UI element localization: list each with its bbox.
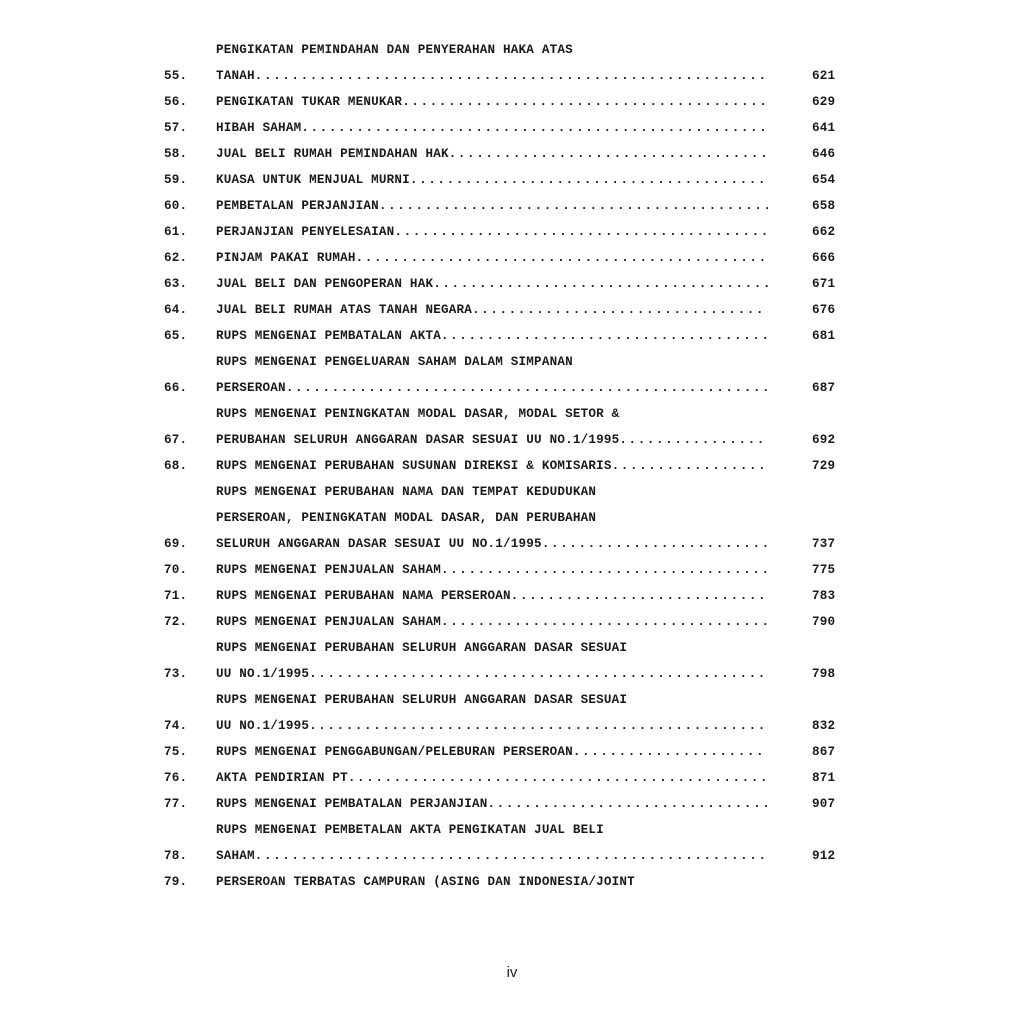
toc-entry-title bbox=[216, 219, 768, 245]
toc-entry-page-number: 687 bbox=[812, 381, 836, 395]
toc-entry-number: 74. bbox=[164, 719, 188, 733]
toc-entry-number: 77. bbox=[164, 797, 188, 811]
toc-entry-title-text: PENGIKATAN PEMINDAHAN DAN PENYERAHAN HAKA ATAS bbox=[216, 43, 573, 57]
toc-entry-number: 71. bbox=[164, 589, 188, 603]
toc-entry bbox=[164, 115, 844, 141]
page-number-footer: iv bbox=[506, 964, 518, 981]
toc-entry-page-number: 658 bbox=[812, 199, 836, 213]
toc-entry-title-text: PERSEROAN bbox=[216, 381, 286, 395]
toc-entry-title-line bbox=[216, 375, 768, 401]
toc-entry-title-line bbox=[216, 115, 768, 141]
toc-entry-title bbox=[216, 349, 768, 401]
toc-entry-page-number: 681 bbox=[812, 329, 836, 343]
toc-entry-title bbox=[216, 817, 768, 869]
toc-entry-title-line bbox=[216, 739, 768, 765]
toc-entry-page-number: 692 bbox=[812, 433, 836, 447]
toc-entry bbox=[164, 687, 844, 739]
toc-entry-title-line bbox=[216, 297, 768, 323]
toc-entry bbox=[164, 167, 844, 193]
toc-entry-page-number: 737 bbox=[812, 537, 836, 551]
toc-entry-number: 56. bbox=[164, 95, 188, 109]
toc-entry-number: 60. bbox=[164, 199, 188, 213]
toc-entry bbox=[164, 349, 844, 401]
toc-entry-number: 72. bbox=[164, 615, 188, 629]
toc-entry-page-number: 654 bbox=[812, 173, 836, 187]
toc-entry bbox=[164, 609, 844, 635]
toc-entry-title-text: UU NO.1/1995 bbox=[216, 667, 310, 681]
toc-entry-title-text: PERSEROAN, PENINGKATAN MODAL DASAR, DAN PERUBAHAN bbox=[216, 511, 597, 525]
toc-entry-title bbox=[216, 791, 768, 817]
toc-entry-page-number: 783 bbox=[812, 589, 836, 603]
toc-entry-number: 66. bbox=[164, 381, 188, 395]
toc-entry-number: 75. bbox=[164, 745, 188, 759]
toc-entry-title-line bbox=[216, 245, 768, 271]
toc-entry-title bbox=[216, 453, 768, 479]
toc-entry-title-line bbox=[216, 89, 768, 115]
toc-entry-title bbox=[216, 739, 768, 765]
toc-entry bbox=[164, 297, 844, 323]
toc-entry-title-text: SAHAM bbox=[216, 849, 255, 863]
toc-entry-title-text: RUPS MENGENAI PERUBAHAN SUSUNAN DIREKSI & KOMISARIS bbox=[216, 459, 612, 473]
toc-entry-page-number: 867 bbox=[812, 745, 836, 759]
toc-entry-number: 79. bbox=[164, 875, 188, 889]
toc-entry bbox=[164, 219, 844, 245]
toc-entry bbox=[164, 765, 844, 791]
toc-entry-title-text: PINJAM PAKAI RUMAH bbox=[216, 251, 356, 265]
toc-entry-number: 65. bbox=[164, 329, 188, 343]
toc-entry-title-line bbox=[216, 817, 768, 843]
toc-entry bbox=[164, 401, 844, 453]
toc-entry-title-line bbox=[216, 453, 768, 479]
toc-entry-title bbox=[216, 583, 768, 609]
table-of-contents bbox=[164, 37, 844, 895]
toc-entry-title-line bbox=[216, 427, 768, 453]
toc-entry-title-text: RUPS MENGENAI PENGGABUNGAN/PELEBURAN PERSEROAN bbox=[216, 745, 573, 759]
toc-entry-title-text: KUASA UNTUK MENJUAL MURNI bbox=[216, 173, 410, 187]
toc-entry-page-number: 641 bbox=[812, 121, 836, 135]
toc-entry-page-number: 775 bbox=[812, 563, 836, 577]
toc-entry-title-text: RUPS MENGENAI PENJUALAN SAHAM bbox=[216, 615, 441, 629]
toc-entry-title-line bbox=[216, 557, 768, 583]
toc-entry bbox=[164, 37, 844, 89]
toc-entry-title-line bbox=[216, 479, 768, 505]
toc-entry-title bbox=[216, 401, 768, 453]
toc-entry-title-text: JUAL BELI RUMAH ATAS TANAH NEGARA bbox=[216, 303, 472, 317]
toc-entry-title-text: RUPS MENGENAI PEMBETALAN AKTA PENGIKATAN JUAL BELI bbox=[216, 823, 604, 837]
toc-entry bbox=[164, 635, 844, 687]
toc-entry-title-text: RUPS MENGENAI PERUBAHAN NAMA DAN TEMPAT KEDUDUKAN bbox=[216, 485, 597, 499]
toc-entry-title-line bbox=[216, 193, 768, 219]
toc-entry-title-text: JUAL BELI DAN PENGOPERAN HAK bbox=[216, 277, 434, 291]
toc-entry bbox=[164, 453, 844, 479]
toc-entry-page-number: 729 bbox=[812, 459, 836, 473]
toc-entry-title bbox=[216, 193, 768, 219]
toc-entry bbox=[164, 193, 844, 219]
toc-entry-title bbox=[216, 609, 768, 635]
toc-entry-title bbox=[216, 37, 768, 89]
toc-entry bbox=[164, 141, 844, 167]
toc-entry-title bbox=[216, 687, 768, 739]
toc-entry-page-number: 790 bbox=[812, 615, 836, 629]
toc-entry-number: 58. bbox=[164, 147, 188, 161]
toc-entry-title-line bbox=[216, 609, 768, 635]
toc-entry-title bbox=[216, 245, 768, 271]
toc-entry bbox=[164, 271, 844, 297]
toc-entry-title-line bbox=[216, 349, 768, 375]
toc-entry-title-text: PENGIKATAN TUKAR MENUKAR bbox=[216, 95, 403, 109]
toc-entry-title-line bbox=[216, 63, 768, 89]
toc-entry-title-line bbox=[216, 167, 768, 193]
toc-entry-title bbox=[216, 271, 768, 297]
toc-entry-title bbox=[216, 167, 768, 193]
toc-entry-number: 73. bbox=[164, 667, 188, 681]
toc-entry-number: 55. bbox=[164, 69, 188, 83]
toc-entry-title bbox=[216, 635, 768, 687]
toc-entry-number: 67. bbox=[164, 433, 188, 447]
toc-entry-number: 61. bbox=[164, 225, 188, 239]
toc-entry-page-number: 646 bbox=[812, 147, 836, 161]
toc-entry-number: 64. bbox=[164, 303, 188, 317]
toc-entry-number: 78. bbox=[164, 849, 188, 863]
toc-entry-title bbox=[216, 141, 768, 167]
toc-entry bbox=[164, 869, 844, 895]
toc-entry-number: 69. bbox=[164, 537, 188, 551]
toc-entry-page-number: 871 bbox=[812, 771, 836, 785]
toc-entry-title bbox=[216, 869, 768, 895]
toc-entry-title-text: RUPS MENGENAI PENINGKATAN MODAL DASAR, MODAL SETOR & bbox=[216, 407, 620, 421]
toc-entry-page-number: 676 bbox=[812, 303, 836, 317]
toc-entry bbox=[164, 557, 844, 583]
toc-entry-title-text: PERUBAHAN SELURUH ANGGARAN DASAR SESUAI UU NO.1/1995 bbox=[216, 433, 620, 447]
toc-entry bbox=[164, 323, 844, 349]
toc-entry-page-number bbox=[768, 869, 844, 895]
toc-entry bbox=[164, 89, 844, 115]
toc-entry-page-number: 662 bbox=[812, 225, 836, 239]
toc-entry-title-text: HIBAH SAHAM bbox=[216, 121, 302, 135]
toc-entry bbox=[164, 479, 844, 557]
toc-entry-number: 59. bbox=[164, 173, 188, 187]
toc-entry-title-line bbox=[216, 323, 768, 349]
toc-entry-title-text: RUPS MENGENAI PEMBATALAN PERJANJIAN bbox=[216, 797, 488, 811]
toc-entry-title-text: RUPS MENGENAI PERUBAHAN NAMA PERSEROAN bbox=[216, 589, 511, 603]
toc-entry-page-number: 912 bbox=[812, 849, 836, 863]
toc-entry-title bbox=[216, 479, 768, 557]
toc-entry-page-number: 832 bbox=[812, 719, 836, 733]
toc-entry-title-line bbox=[216, 583, 768, 609]
toc-entry-page-number: 671 bbox=[812, 277, 836, 291]
toc-entry-title-line bbox=[216, 765, 768, 791]
toc-entry bbox=[164, 817, 844, 869]
toc-entry bbox=[164, 245, 844, 271]
toc-entry-title-line bbox=[216, 713, 768, 739]
toc-entry-title-text: RUPS MENGENAI PENGELUARAN SAHAM DALAM SIMPANAN bbox=[216, 355, 573, 369]
toc-entry-title bbox=[216, 297, 768, 323]
toc-entry-title-line bbox=[216, 141, 768, 167]
toc-entry-title-line bbox=[216, 661, 768, 687]
toc-entry bbox=[164, 583, 844, 609]
toc-entry-title-line bbox=[216, 401, 768, 427]
toc-entry-title-text: JUAL BELI RUMAH PEMINDAHAN HAK bbox=[216, 147, 449, 161]
toc-entry-title-line bbox=[216, 843, 768, 869]
toc-entry-title bbox=[216, 115, 768, 141]
toc-entry-title-text: RUPS MENGENAI PERUBAHAN SELURUH ANGGARAN DASAR SESUAI bbox=[216, 693, 628, 707]
toc-entry-title-text: UU NO.1/1995 bbox=[216, 719, 310, 733]
toc-entry-number: 57. bbox=[164, 121, 188, 135]
toc-entry-title-line bbox=[216, 635, 768, 661]
toc-entry-title bbox=[216, 89, 768, 115]
toc-entry-page-number: 629 bbox=[812, 95, 836, 109]
toc-entry-title-text: RUPS MENGENAI PERUBAHAN SELURUH ANGGARAN DASAR SESUAI bbox=[216, 641, 628, 655]
toc-entry bbox=[164, 791, 844, 817]
toc-entry-title-text: AKTA PENDIRIAN PT bbox=[216, 771, 348, 785]
toc-entry-title-line bbox=[216, 869, 768, 895]
toc-entry-title-line bbox=[216, 219, 768, 245]
toc-entry-title bbox=[216, 323, 768, 349]
toc-entry-title-text: PEMBETALAN PERJANJIAN bbox=[216, 199, 379, 213]
toc-entry-title-line bbox=[216, 531, 768, 557]
toc-entry-page-number: 666 bbox=[812, 251, 836, 265]
toc-entry-title-text: RUPS MENGENAI PEMBATALAN AKTA bbox=[216, 329, 441, 343]
toc-entry-page-number: 798 bbox=[812, 667, 836, 681]
toc-entry-title-line bbox=[216, 271, 768, 297]
toc-entry-title-text: PERSEROAN TERBATAS CAMPURAN (ASING DAN INDONESIA/JOINT bbox=[216, 875, 635, 889]
toc-entry-number: 62. bbox=[164, 251, 188, 265]
toc-entry-title-text: RUPS MENGENAI PENJUALAN SAHAM bbox=[216, 563, 441, 577]
toc-entry-title-line bbox=[216, 505, 768, 531]
toc-entry bbox=[164, 739, 844, 765]
toc-entry-number: 76. bbox=[164, 771, 188, 785]
toc-entry-title-line bbox=[216, 791, 768, 817]
toc-entry-number: 70. bbox=[164, 563, 188, 577]
toc-entry-title-text: PERJANJIAN PENYELESAIAN bbox=[216, 225, 395, 239]
toc-entry-number: 68. bbox=[164, 459, 188, 473]
toc-entry-title-text: TANAH bbox=[216, 69, 255, 83]
toc-entry-page-number: 907 bbox=[812, 797, 836, 811]
toc-entry-title-line bbox=[216, 687, 768, 713]
toc-entry-number: 63. bbox=[164, 277, 188, 291]
toc-entry-title bbox=[216, 765, 768, 791]
toc-entry-title bbox=[216, 557, 768, 583]
toc-entry-title-text: SELURUH ANGGARAN DASAR SESUAI UU NO.1/1995 bbox=[216, 537, 542, 551]
toc-entry-page-number: 621 bbox=[812, 69, 836, 83]
toc-entry-title-line bbox=[216, 37, 768, 63]
